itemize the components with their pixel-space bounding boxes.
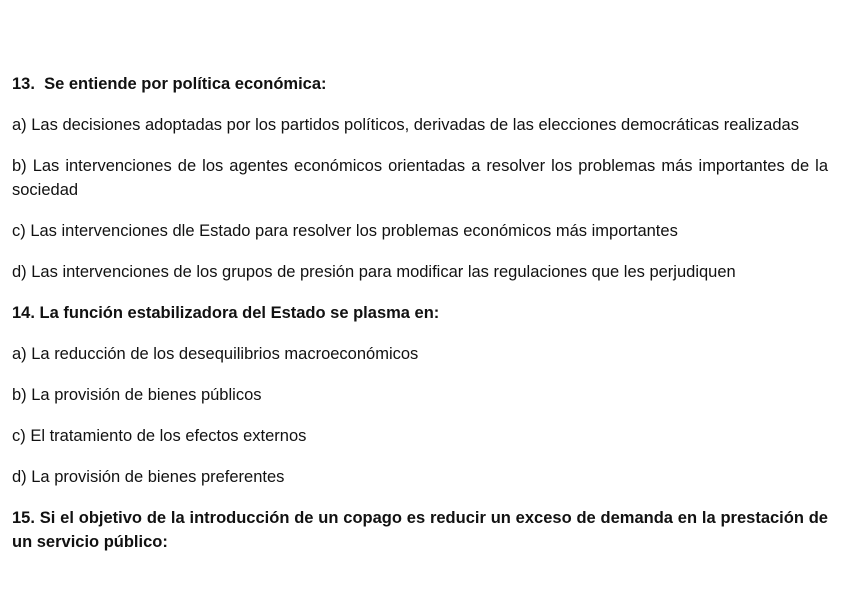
document-page: [12, 72, 828, 554]
question-13-option-b: b) Las intervenciones de los agentes económicos orientadas a resolver los problemas más importantes de la sociedad: [12, 157, 828, 199]
question-13-option-a: a) Las decisiones adoptadas por los partidos políticos, derivadas de las elecciones democráticas realizadas: [12, 116, 799, 134]
question-15-text: Si el objetivo de la introducción de un copago es reducir un exceso de demanda en la prestación de un servicio público:: [12, 509, 828, 551]
question-14-option-b: b) La provisión de bienes públicos: [12, 386, 262, 404]
question-15: [12, 506, 828, 554]
question-14-option-d: d) La provisión de bienes preferentes: [12, 468, 285, 486]
question-15-number: 15.: [12, 509, 35, 527]
question-13-text: Se entiende por política económica:: [44, 75, 327, 93]
question-13-number: 13.: [12, 75, 35, 93]
question-13: [12, 72, 828, 96]
question-14-number: 14.: [12, 304, 35, 322]
question-13-option-c: c) Las intervenciones dle Estado para resolver los problemas económicos más importantes: [12, 222, 678, 240]
question-14-option-a: a) La reducción de los desequilibrios macroeconómicos: [12, 345, 419, 363]
question-14: [12, 301, 828, 325]
question-14-text: La función estabilizadora del Estado se plasma en:: [39, 304, 440, 322]
question-14-option-c: c) El tratamiento de los efectos externos: [12, 427, 307, 445]
question-13-option-d: d) Las intervenciones de los grupos de presión para modificar las regulaciones que les perjudiquen: [12, 263, 736, 281]
